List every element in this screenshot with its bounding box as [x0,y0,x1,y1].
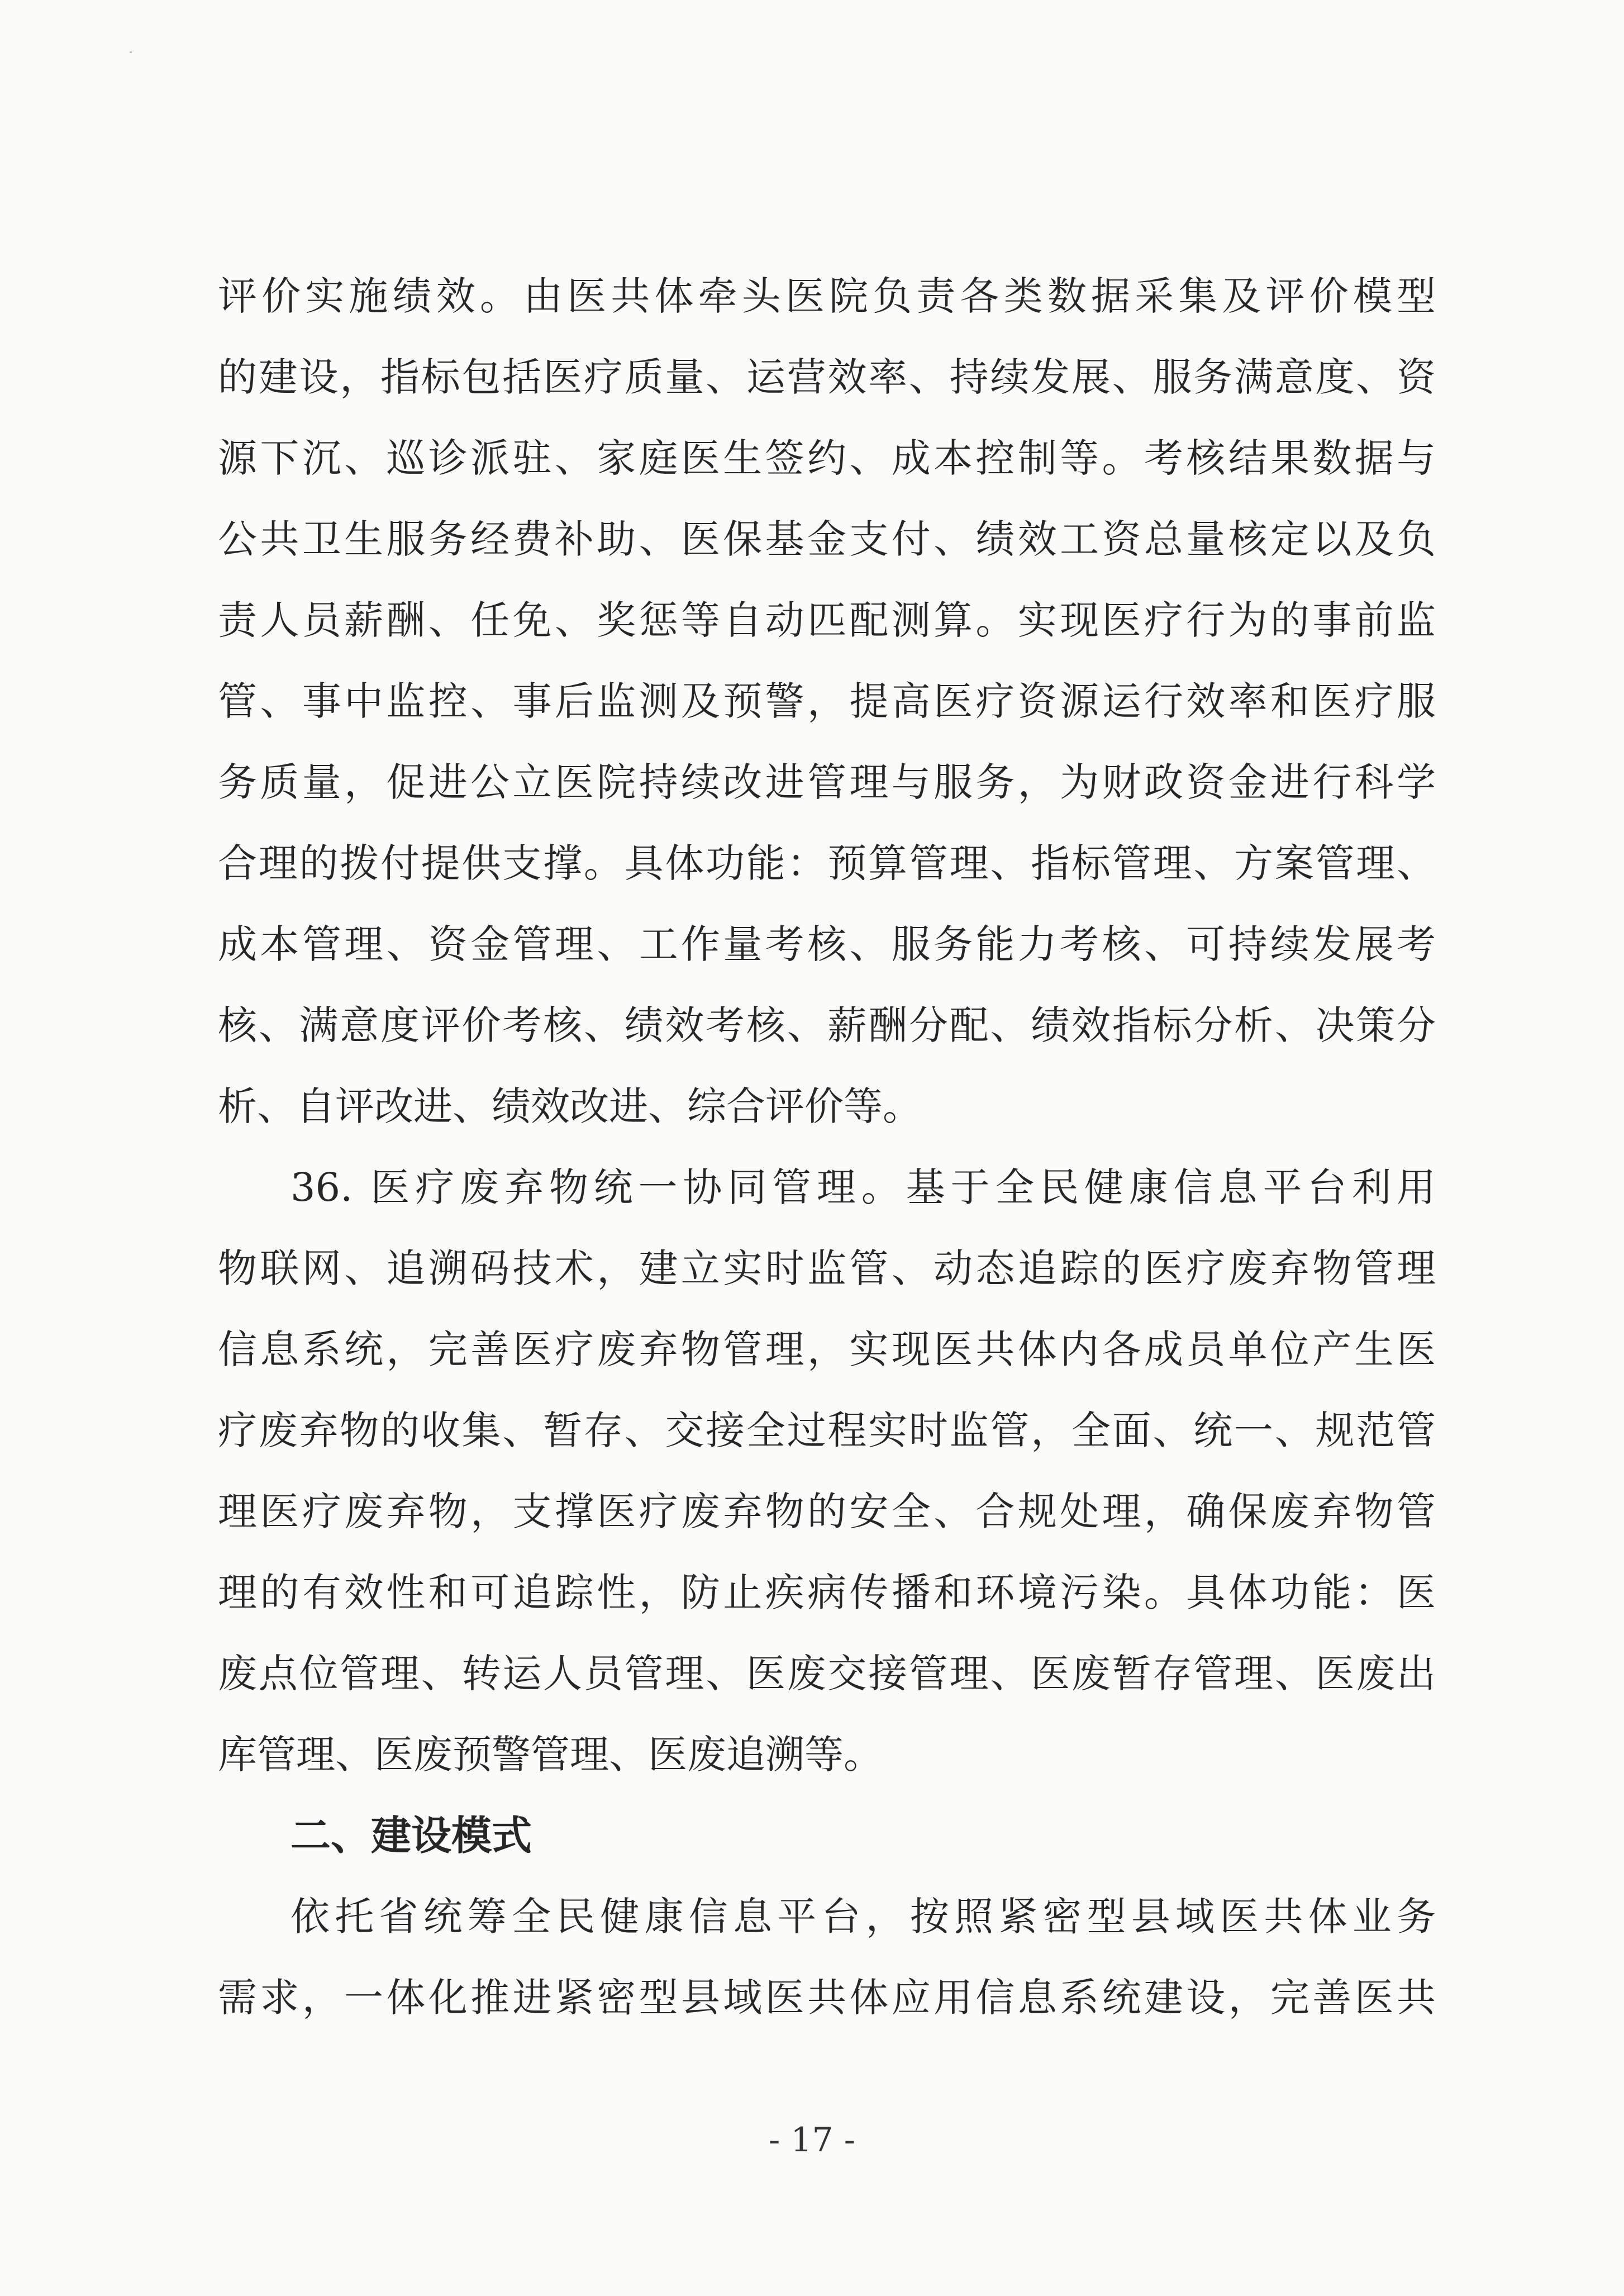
text-line: 评价实施绩效。由医共体牵头医院负责各类数据采集及评价模型 [218,273,1436,319]
page-number: - 17 - [768,2121,856,2160]
text-line: 理的有效性和可追踪性，防止疾病传播和环境污染。具体功能：医 [218,1570,1436,1615]
body-text [218,256,1436,2038]
text-line: 公共卫生服务经费补助、医保基金支付、绩效工资总量核定以及负 [218,516,1436,562]
text-line: 疗废弃物的收集、暂存、交接全过程实时监管，全面、统一、规范管 [218,1408,1436,1453]
text-line: 管、事中监控、事后监测及预警，提高医疗资源运行效率和医疗服 [218,678,1436,724]
scan-speck [130,51,132,53]
section-heading: 二、建设模式 [290,1812,532,1859]
text-line: 理医疗废弃物，支撑医疗废弃物的安全、合规处理，确保废弃物管 [218,1489,1436,1534]
text-line: 物联网、追溯码技术，建立实时监管、动态追踪的医疗废弃物管理 [218,1246,1436,1291]
text-line: 的建设，指标包括医疗质量、运营效率、持续发展、服务满意度、资 [218,354,1436,400]
text-line: 废点位管理、转运人员管理、医废交接管理、医废暂存管理、医废出 [218,1651,1436,1696]
text-line: 责人员薪酬、任免、奖惩等自动匹配测算。实现医疗行为的事前监 [218,597,1436,643]
text-line: 依托省统筹全民健康信息平台，按照紧密型县域医共体业务 [290,1894,1436,1940]
text-line: 合理的拨付提供支撑。具体功能：预算管理、指标管理、方案管理、 [218,840,1436,886]
text-line: 信息系统，完善医疗废弃物管理，实现医共体内各成员单位产生医 [218,1327,1436,1372]
text-line: 务质量，促进公立医院持续改进管理与服务，为财政资金进行科学 [218,759,1436,805]
text-line: 36. 医疗废弃物统一协同管理。基于全民健康信息平台利用 [290,1164,1436,1210]
text-line: 需求，一体化推进紧密型县域医共体应用信息系统建设，完善医共 [218,1975,1436,2021]
text-line: 源下沉、巡诊派驻、家庭医生签约、成本控制等。考核结果数据与 [218,435,1436,481]
text-line: 核、满意度评价考核、绩效考核、薪酬分配、绩效指标分析、决策分 [218,1002,1436,1048]
text-line: 析、自评改进、绩效改进、综合评价等。 [218,1083,922,1129]
text-line: 成本管理、资金管理、工作量考核、服务能力考核、可持续发展考 [218,921,1436,967]
text-line: 库管理、医废预警管理、医废追溯等。 [218,1732,883,1777]
